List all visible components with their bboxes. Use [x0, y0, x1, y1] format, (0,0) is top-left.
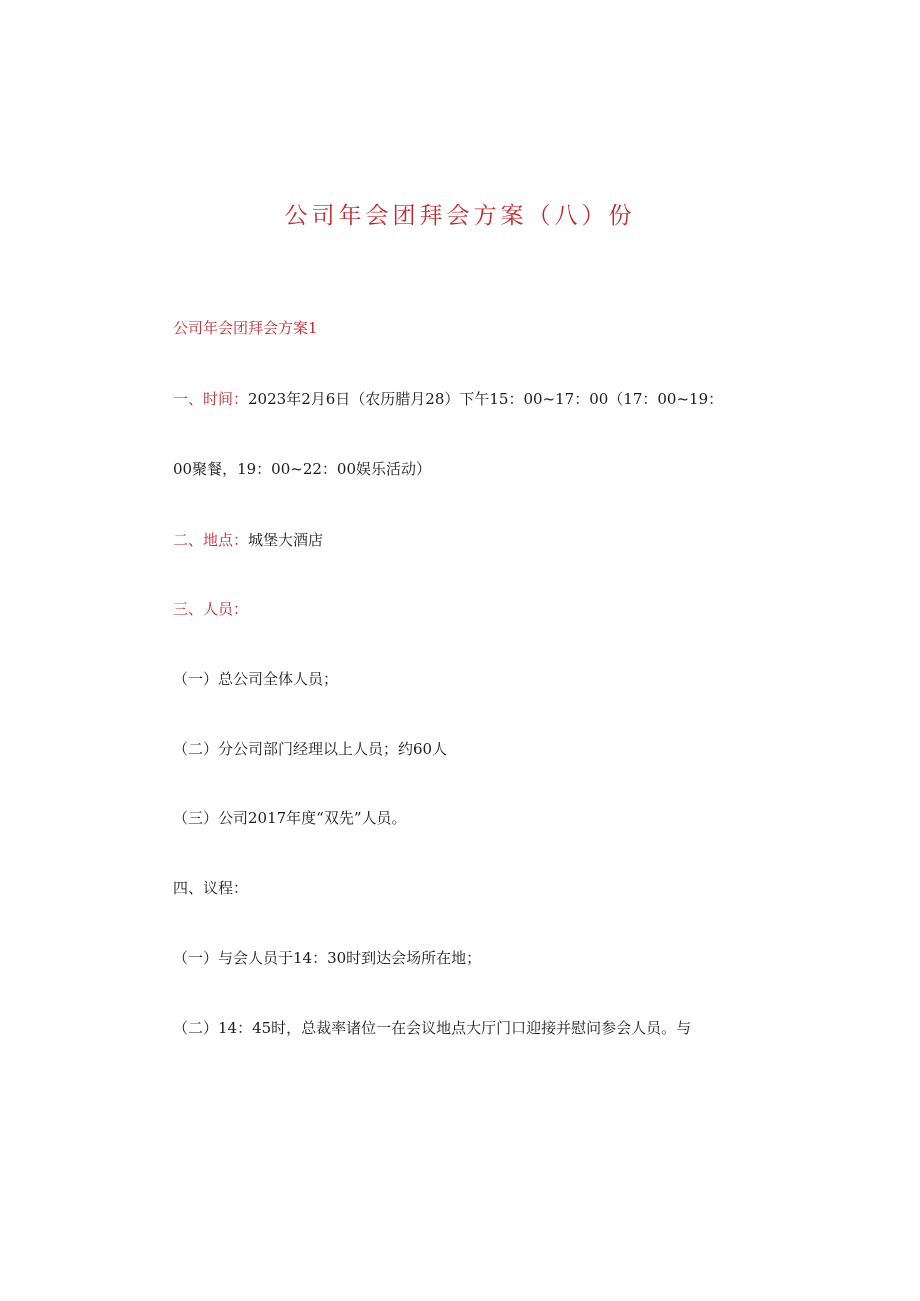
time-text-line2: 00聚餐，19：00~22：00娱乐活动）	[173, 460, 432, 478]
people-item-1: （一）总公司全体人员；	[173, 670, 339, 688]
document-title: 公司年会团拜会方案（八）份	[284, 203, 636, 229]
agenda-label: 四、议程：	[173, 879, 249, 897]
section-subtitle: 公司年会团拜会方案1	[173, 319, 318, 337]
place-label: 二、地点：	[173, 531, 249, 549]
time-line	[173, 388, 723, 410]
agenda-item-2: （二）14：45时，总裁率诸位一在会议地点大厅门口迎接并慰问参会人员。与	[173, 1019, 692, 1037]
people-item-2: （二）分公司部门经理以上人员；约60人	[173, 740, 448, 758]
people-item-3: （三）公司2017年度“双先”人员。	[173, 809, 407, 827]
agenda-item-1: （一）与会人员于14：30时到达会场所在地；	[173, 949, 482, 967]
place-line	[173, 529, 323, 551]
place-text: 城堡大酒店	[248, 531, 324, 549]
people-label: 三、人员：	[173, 600, 249, 618]
time-label: 一、时间：	[173, 390, 249, 408]
time-text-line1: 2023年2月6日（农历腊月28）下午15：00~17：00（17：00~19：	[248, 390, 724, 408]
